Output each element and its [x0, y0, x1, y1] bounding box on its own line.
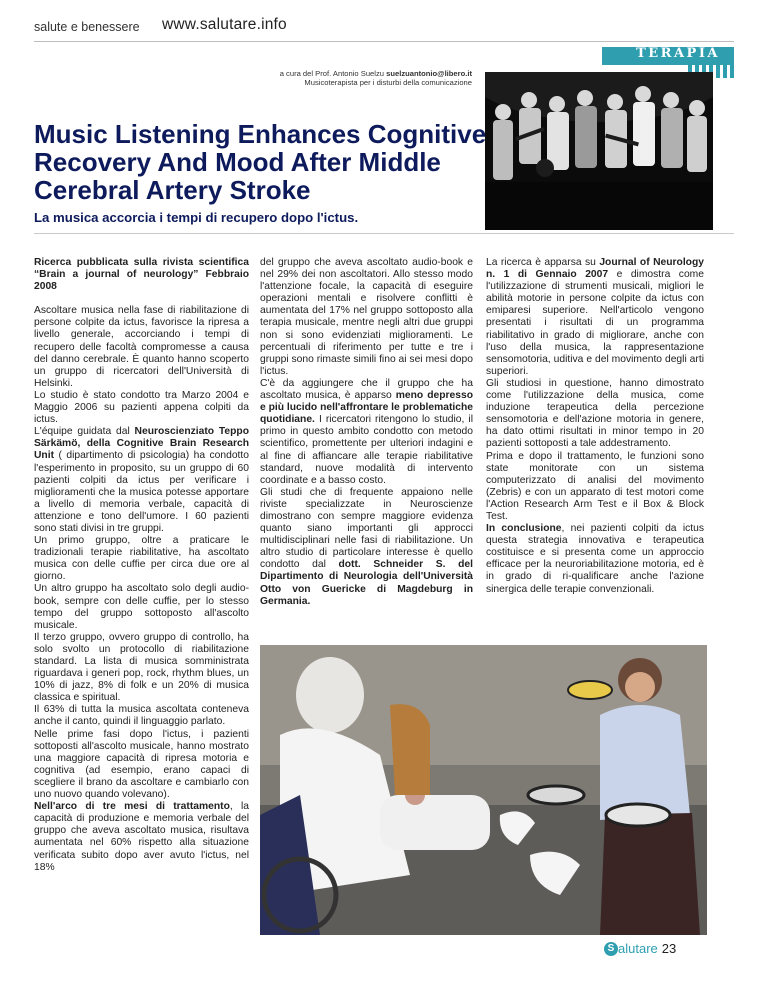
brand-logo-icon: S	[604, 942, 618, 956]
paragraph: Lo studio è stato condotto tra Marzo 2004 e Maggio 2006 su pazienti appena colpiti da ictus.	[34, 389, 249, 426]
therapy-session-photo	[260, 645, 707, 935]
paragraph: C'è da aggiungere che il gruppo che ha ascoltato musica, è apparso meno depresso e più lucido nell'affrontare le problematiche quotidiane. I ricercatori ritengono lo studio, il primo in questo ambito condotto con metodo scientifico, promettente per ulteriori indagini e al fine di affiancare alle terapie riabilitative standard, nuove modalità di intervento coordinate e a basso costo.	[260, 377, 474, 486]
paragraph: Gli studi che di frequente appaiono nelle riviste specializzate in Neuroscienze dimostrano con sempre maggiore evidenza quanto siano importanti gli approcci multidisciplinari nelle fasi di riabilitazione. Un altro studio di particolare interesse è quello condotto dal dott. Schneider S. del Dipartimento di Neurologia dell'Università Otto von Guericke di Magdeburg in Germania.	[260, 486, 473, 607]
paragraph: del gruppo che aveva ascoltato audio-book e nel 29% dei non ascoltatori. Allo stesso modo l'attenzione focale, la capacità di eseguire operazioni mentali e risolvere conflitti è aumentata del 17% nel gruppo sottoposto alla terapia musicale, mentre negli altri due gruppi non si sono evidenziati miglioramenti. Le percentuali di riferimento per tutte e tre i gruppi sono rimaste simili fino ai sei mesi dopo l'ictus.	[260, 257, 473, 377]
author-email[interactable]: suelzuantonio@libero.it	[386, 69, 472, 78]
paragraph: Prima e dopo il trattamento, le funzioni sono state monitorate con un sistema computerizzato di analisi del movimento (Zebris) e con un apparato di test motori come l'Action Research Arm Test e il Box & Block Test.	[486, 450, 704, 522]
article-lead: Ricerca pubblicata sulla rivista scientifica “Brain a journal of neurology” Febbraio 2008	[34, 257, 249, 293]
paragraph: In conclusione, nei pazienti colpiti da ictus questa strategia innovativa e terapeutica costituisce e si presenta come un approccio efficace per la neuroriabilitazione motoria, ed è in grado di ri-qualificare anche l'azione sinergica delle terapie convenzionali.	[486, 523, 704, 595]
paragraph: L'équipe guidata dal Neuroscienziato Teppo Särkämö, della Cognitive Brain Research Unit ( dipartimento di psicologia) ha condotto l'esperimento in proposito, su un gruppo di 60 pazienti colpiti da ictus per verificare i miglioramenti che la musica potesse apportare a livello di memoria verbale, capacità di attenzione e tono dell'umore. I 60 pazienti sono stati divisi in tre gruppi.	[34, 426, 249, 534]
paragraph: Un primo gruppo, oltre a praticare le tradizionali terapie riabilitative, ha ascoltato musica con delle cuffie per circa due ore al giorno.	[34, 535, 249, 583]
page-number: 23	[661, 941, 677, 957]
section-label: salute e benessere	[34, 20, 140, 34]
category-label: TERAPIA	[636, 46, 720, 61]
paragraph: Un altro gruppo ha ascoltato solo degli audio-book, sempre con delle cuffie, per lo stesso tempo del gruppo sottoposto all'ascolto musicale.	[34, 583, 249, 631]
author-credit	[180, 69, 472, 78]
paragraph: Il 63% di tutta la musica ascoltata conteneva anche il canto, quindi il linguaggio parlato.	[34, 704, 249, 728]
paragraph: Il terzo gruppo, ovvero gruppo di controllo, ha solo svolto un protocollo di riabilitazione standard. La lista di musica somministrata riguardava i generi pop, rock, rhythm blues, un 10% di jazz, 8% di folk e un 20% di musica classica e spiritual.	[34, 631, 249, 704]
author-role: Musicoterapista per i disturbi della comunicazione	[304, 78, 472, 87]
paragraph: Nell'arco di tre mesi di trattamento, la capacità di produzione e memoria verbale del gruppo che aveva ascoltato musica, risultava aumentata nel 60% rispetto alla situazione verificata subito dopo aver avuto l'ictus, nel 18%	[34, 801, 249, 873]
paragraph: Nelle prime fasi dopo l'ictus, i pazienti sottoposti all'ascolto musicale, hanno mostrato una maggiore capacità di ripresa motoria e cognitiva (ad esempio, erano capaci di scegliere il brano da ascoltare e cambiarlo con uno nuovo quando volevano).	[34, 728, 249, 801]
site-url[interactable]: www.salutare.info	[162, 16, 287, 33]
subtitle-divider	[34, 233, 734, 234]
article-column-1	[34, 257, 249, 874]
paragraph: Ascoltare musica nella fase di riabilitazione di persone colpite da ictus, favorisce la ripresa a livello generale, accorciando i tempi di recupero delle facoltà compromesse a causa del danno cerebrale. È quanto hanno scoperto un gruppo di ricercatori dell'Università di Helsinki.	[34, 305, 249, 389]
page-footer	[604, 940, 676, 956]
article-subtitle: La musica accorcia i tempi di recupero dopo l'ictus.	[34, 210, 359, 225]
article-title: Music Listening Enhances Cognitive Recovery And Mood After Middle Cerebral Artery Stroke	[34, 119, 487, 205]
paragraph: La ricerca è apparsa su Journal of Neurology n. 1 di Gennaio 2007 e dimostra come l'utilizzazione di strumenti musicali, migliori le abilità motorie in persone colpite da ictus con emiparesi superiore. Nell'articolo vengono presentati i risultati di un programma riabilitativo in grado di migliorare, anche con l'uso della musica, la rappresentazione sensomotoria, uditiva e del movimento degli arti superiori.	[486, 257, 704, 377]
header-divider	[34, 41, 734, 42]
author-name: a cura del Prof. Antonio Suelzu	[279, 69, 384, 78]
band-photo	[485, 72, 713, 230]
paragraph: Gli studiosi in questione, hanno dimostrato come l'utilizzazione della musica, come induzione terapeutica della percezione sensomotoria e dell'azione motoria in genere, ha dato ottimi risultati in minor tempo in 20 pazienti sottoposti a tale addestramento.	[486, 377, 704, 450]
article-column-3	[486, 257, 704, 596]
article-column-2	[260, 257, 473, 608]
brand-name: alutare	[618, 941, 658, 957]
